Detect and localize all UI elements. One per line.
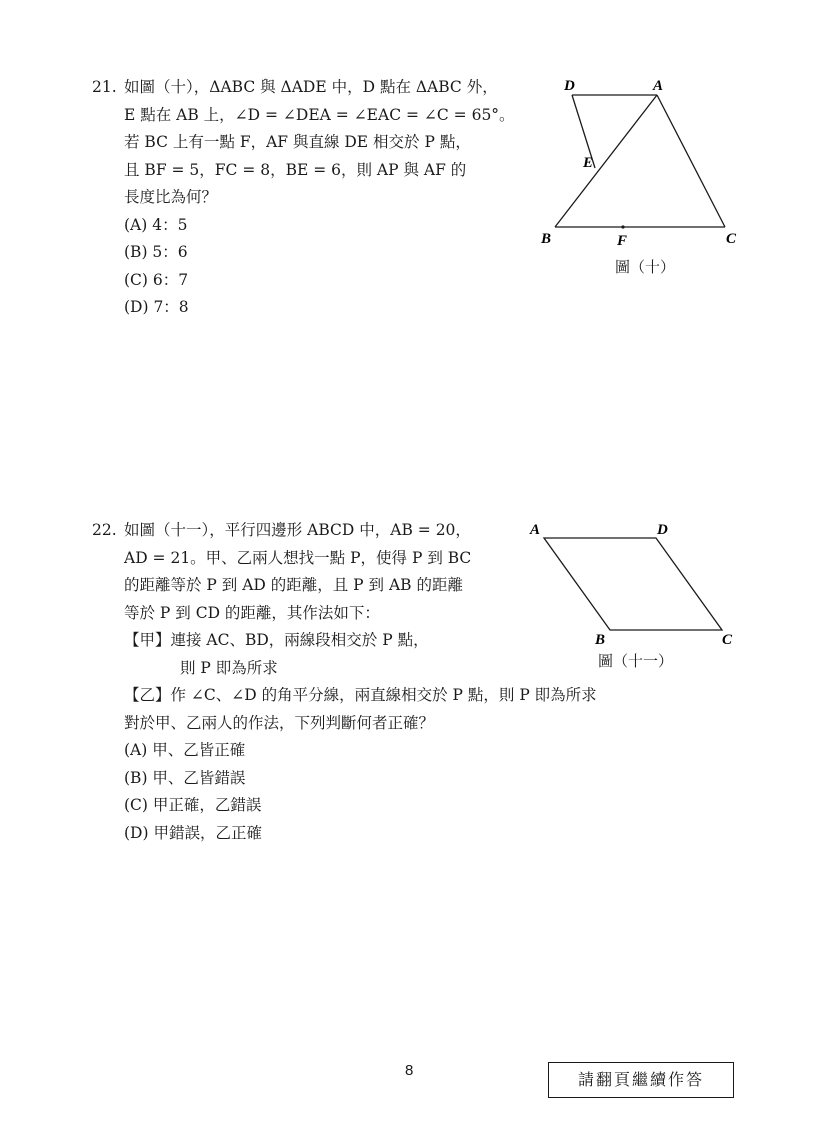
figure-11-diagram bbox=[525, 518, 745, 650]
segment-ab bbox=[555, 95, 657, 227]
segment-ac bbox=[657, 95, 725, 227]
q22-text-1: 如圖（十一），平行四邊形 ABCD 中，AB = 20， bbox=[124, 521, 471, 539]
q21-line-4: 且 BF = 5，FC = 8，BE = 6，則 AP 與 AF 的 bbox=[124, 160, 467, 179]
page-number: 8 bbox=[405, 1062, 414, 1079]
q21-line-2: E 點在 AB 上，∠D = ∠DEA = ∠EAC = ∠C = 65°。 bbox=[124, 105, 515, 124]
q21-line-5: 長度比為何？ bbox=[124, 188, 218, 206]
q22-line-4: 等於 P 到 CD 的距離，其作法如下： bbox=[124, 603, 380, 622]
q22-option-b[interactable]: (B) 甲、乙皆錯誤 bbox=[124, 768, 246, 787]
figure-11-caption: 圖（十一） bbox=[598, 652, 674, 670]
label-f: F bbox=[617, 233, 628, 249]
q22-method-jia: 【甲】連接 AC、BD，兩線段相交於 P 點， bbox=[124, 631, 429, 649]
label-a: A bbox=[653, 78, 664, 94]
q21-option-b[interactable]: (B) 5：6 bbox=[124, 243, 188, 261]
label-d: D bbox=[657, 522, 668, 538]
label-c: C bbox=[726, 231, 737, 247]
point-f bbox=[621, 225, 624, 228]
q22-option-d[interactable]: (D) 甲錯誤，乙正確 bbox=[124, 823, 262, 842]
label-a: A bbox=[530, 522, 541, 538]
label-b: B bbox=[595, 632, 606, 648]
question-number: 21. bbox=[92, 78, 117, 96]
q21-option-d[interactable]: (D) 7：8 bbox=[124, 298, 189, 316]
q22-option-a[interactable]: (A) 甲、乙皆正確 bbox=[124, 741, 246, 759]
question-22 bbox=[92, 517, 597, 847]
q21-text-1: 如圖（十），ΔABC 與 ΔADE 中，D 點在 ΔABC 外， bbox=[124, 78, 498, 96]
turn-page-box: 請翻頁繼續作答 bbox=[548, 1062, 734, 1098]
q22-line-3: 的距離等於 P 到 AD 的距離，且 P 到 AB 的距離 bbox=[124, 576, 463, 594]
figure-10-diagram bbox=[530, 70, 760, 255]
parallelogram-abcd bbox=[544, 538, 722, 630]
label-b: B bbox=[541, 231, 552, 247]
question-number: 22. bbox=[92, 521, 117, 539]
q22-method-yi: 【乙】作 ∠C、∠D 的角平分線，兩直線相交於 P 點，則 P 即為所求 bbox=[124, 686, 597, 704]
label-e: E bbox=[583, 155, 594, 171]
label-c: C bbox=[722, 632, 733, 648]
q22-method-jia-cont: 則 P 即為所求 bbox=[180, 658, 278, 677]
q22-line-8: 對於甲、乙兩人的作法，下列判斷何者正確？ bbox=[124, 713, 435, 732]
label-d: D bbox=[564, 78, 575, 94]
q22-option-c[interactable]: (C) 甲正確，乙錯誤 bbox=[124, 796, 262, 814]
q21-line-3: 若 BC 上有一點 F，AF 與直線 DE 相交於 P 點， bbox=[124, 133, 471, 151]
q21-line-1 bbox=[92, 74, 515, 102]
question-21 bbox=[92, 74, 515, 322]
q21-option-a[interactable]: (A) 4：5 bbox=[124, 215, 188, 234]
q22-line-1 bbox=[92, 517, 597, 545]
q22-line-2: AD = 21。甲、乙兩人想找一點 P，使得 P 到 BC bbox=[124, 548, 472, 567]
figure-10-caption: 圖（十） bbox=[615, 258, 676, 276]
q21-option-c[interactable]: (C) 6：7 bbox=[124, 270, 189, 289]
